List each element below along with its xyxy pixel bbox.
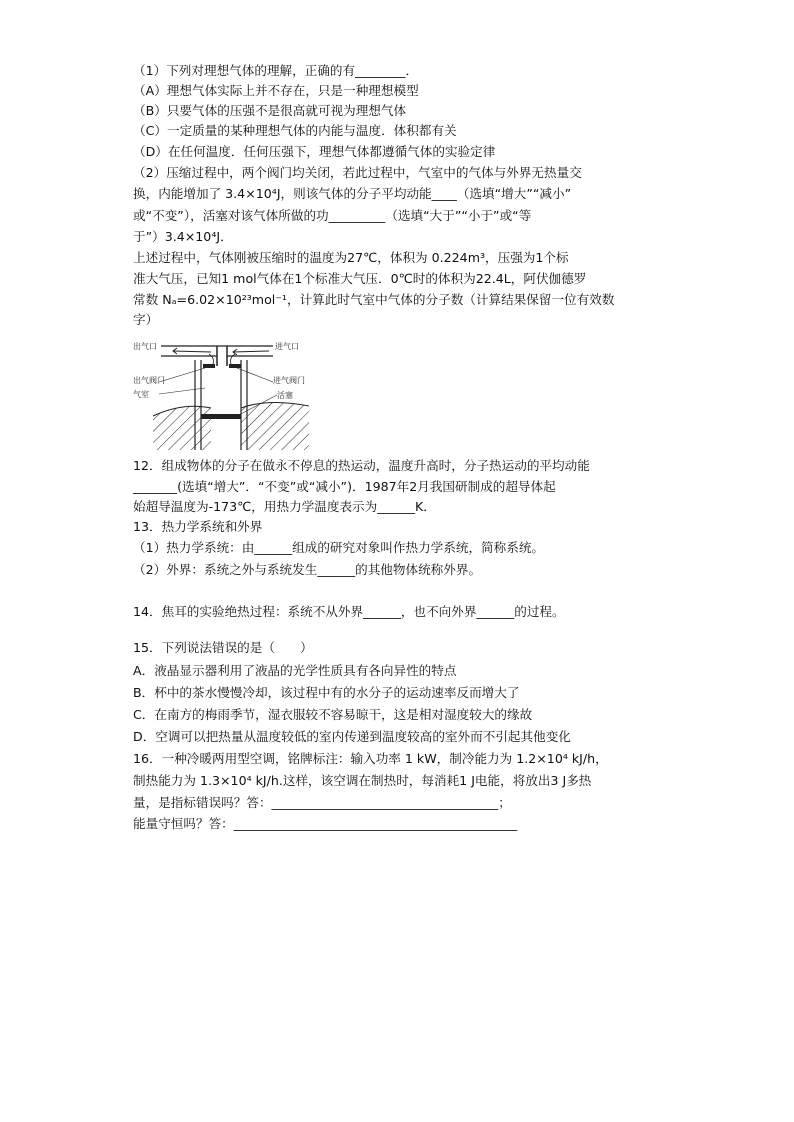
outlet-label: 出气口 — [133, 342, 157, 351]
text-line: 制热能力为 1.3×10⁴ kJ/h.这样，该空调在制热时，每消耗1 J电能，将放出3 J多热 — [133, 773, 592, 788]
text-line: 14．焦耳的实验绝热过程：系统不从外界______，也不向外界______的过程。 — [133, 604, 565, 619]
text-line: （1）下列对理想气体的理解，正确的有________． — [133, 63, 419, 78]
text-line: 始超导温度为-173℃，用热力学温度表示为______K． — [133, 499, 436, 514]
text-line: （D）在任何温度．任何压强下，理想气体都遵循气体的实验定律 — [133, 144, 496, 159]
text-line: （A）理想气体实际上并不存在，只是一种理想模型 — [133, 83, 419, 98]
text-line: B．杯中的茶水慢慢冷却，该过程中有的水分子的运动速率反而增大了 — [133, 685, 520, 700]
text-line: 13．热力学系统和外界 — [133, 519, 263, 534]
gas-compressor-figure — [133, 338, 309, 450]
text-line: 准大气压，已知1 mol气体在1个标准大气压．0℃时的体积为22.4L，阿伏伽德罗 — [133, 271, 587, 286]
outlet-valve-label: 出气阀门 — [133, 376, 165, 385]
text-line: 16．一种冷暖两用型空调，铭牌标注：输入功率 1 kW，制冷能力为 1.2×10⁴ kJ/h， — [133, 751, 608, 766]
text-line: D．空调可以把热量从温度较低的室内传递到温度较高的室外而不引起其他变化 — [133, 729, 571, 744]
text-line: 12．组成物体的分子在做永不停息的热运动，温度升高时，分子热运动的平均动能 — [133, 458, 590, 473]
text-line: （C）一定质量的某种理想气体的内能与温度．体积都有关 — [133, 123, 457, 138]
piston-label: 活塞 — [277, 391, 293, 400]
text-line: （1）热力学系统：由______组成的研究对象叫作热力学系统，简称系统。 — [133, 540, 545, 555]
text-line: 或“不变”），活塞对该气体所做的功_________（选填“大于”“小于”或“等 — [133, 208, 532, 223]
text-line: （2）外界：系统之外与系统发生______的其他物体统称外界。 — [133, 562, 482, 577]
inlet-label: 进气口 — [275, 342, 299, 351]
text-line: 字） — [133, 312, 159, 327]
text-line: 能量守恒吗？答：_____________________________________________ — [133, 816, 518, 831]
chamber-label: 气室 — [133, 390, 149, 399]
text-line: 于”）3.4×10⁴J． — [133, 229, 233, 244]
text-line: 量，是指标错误吗？答：____________________________________； — [133, 795, 511, 810]
text-line: A．液晶显示器利用了液晶的光学性质具有各向异性的特点 — [133, 663, 457, 678]
text-line: 15．下列说法错误的是（ ） — [133, 640, 313, 655]
inlet-valve-label: 进气阀门 — [273, 376, 305, 385]
text-line: 上述过程中，气体刚被压缩时的温度为27℃，体积为 0.224m³，压强为1个标 — [133, 250, 569, 265]
text-line: （2）压缩过程中，两个阀门均关闭，若此过程中，气室中的气体与外界无热量交 — [133, 165, 582, 180]
text-line: C．在南方的梅雨季节，湿衣服较不容易晾干，这是相对湿度较大的缘故 — [133, 707, 533, 722]
text-line: 常数 Nₐ=6.02×10²³mol⁻¹，计算此时气室中气体的分子数（计算结果保留一位有效数 — [133, 292, 615, 307]
text-line: 换，内能增加了 3.4×10⁴J，则该气体的分子平均动能____（选填“增大”“减小” — [133, 186, 572, 201]
text-line: _______(选填“增大”．“不变”或“减小”)．1987年2月我国研制成的超导体起 — [133, 479, 556, 494]
text-line: （B）只要气体的压强不是很高就可视为理想气体 — [133, 103, 407, 118]
